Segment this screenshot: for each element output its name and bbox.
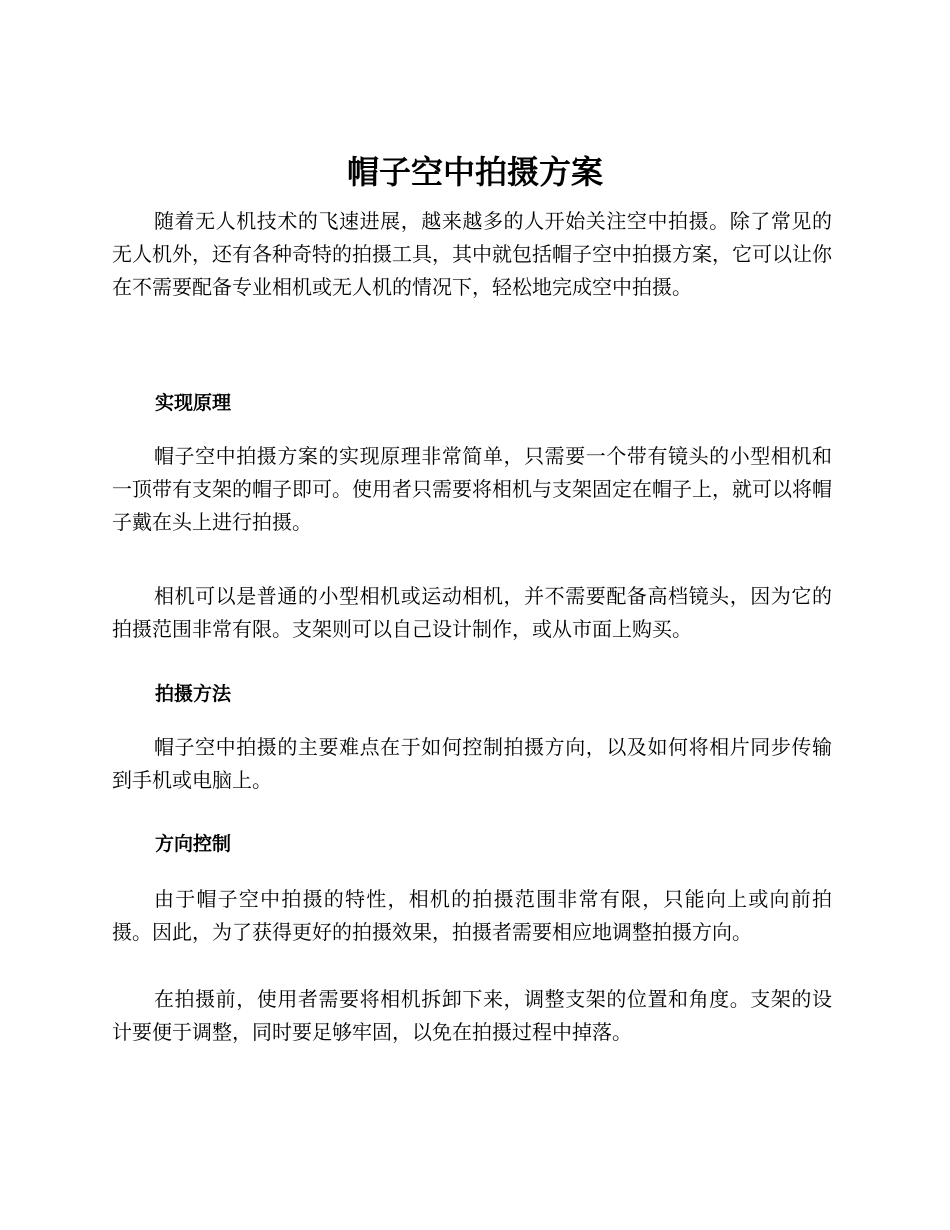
direction-paragraph-1: 由于帽子空中拍摄的特性，相机的拍摄范围非常有限，只能向上或向前拍摄。因此，为了获得更好的拍摄效果，拍摄者需要相应地调整拍摄方向。: [112, 887, 832, 944]
intro-paragraph: 随着无人机技术的飞速进展，越来越多的人开始关注空中拍摄。除了常见的无人机外，还有各种奇特的拍摄工具，其中就包括帽子空中拍摄方案，它可以让你在不需要配备专业相机或无人机的情况下，轻松地完成空中拍摄。: [112, 209, 832, 299]
principle-paragraph-2: 相机可以是普通的小型相机或运动相机，并不需要配备高档镜头，因为它的拍摄范围非常有限。支架则可以自己设计制作，或从市面上购买。: [112, 584, 832, 641]
section-heading-principle: 实现原理: [155, 392, 232, 414]
section-heading-direction: 方向控制: [155, 833, 232, 855]
direction-paragraph-2: 在拍摄前，使用者需要将相机拆卸下来，调整支架的位置和角度。支架的设计要便于调整，同时要足够牢固，以免在拍摄过程中掉落。: [112, 987, 832, 1044]
principle-paragraph-1: 帽子空中拍摄方案的实现原理非常简单，只需要一个带有镜头的小型相机和一顶带有支架的帽子即可。使用者只需要将相机与支架固定在帽子上，就可以将帽子戴在头上进行拍摄。: [112, 444, 832, 534]
method-paragraph-1: 帽子空中拍摄的主要难点在于如何控制拍摄方向，以及如何将相片同步传输到手机或电脑上。: [112, 735, 832, 792]
page-title: 帽子空中拍摄方案: [346, 153, 603, 191]
section-heading-method: 拍摄方法: [155, 683, 232, 705]
